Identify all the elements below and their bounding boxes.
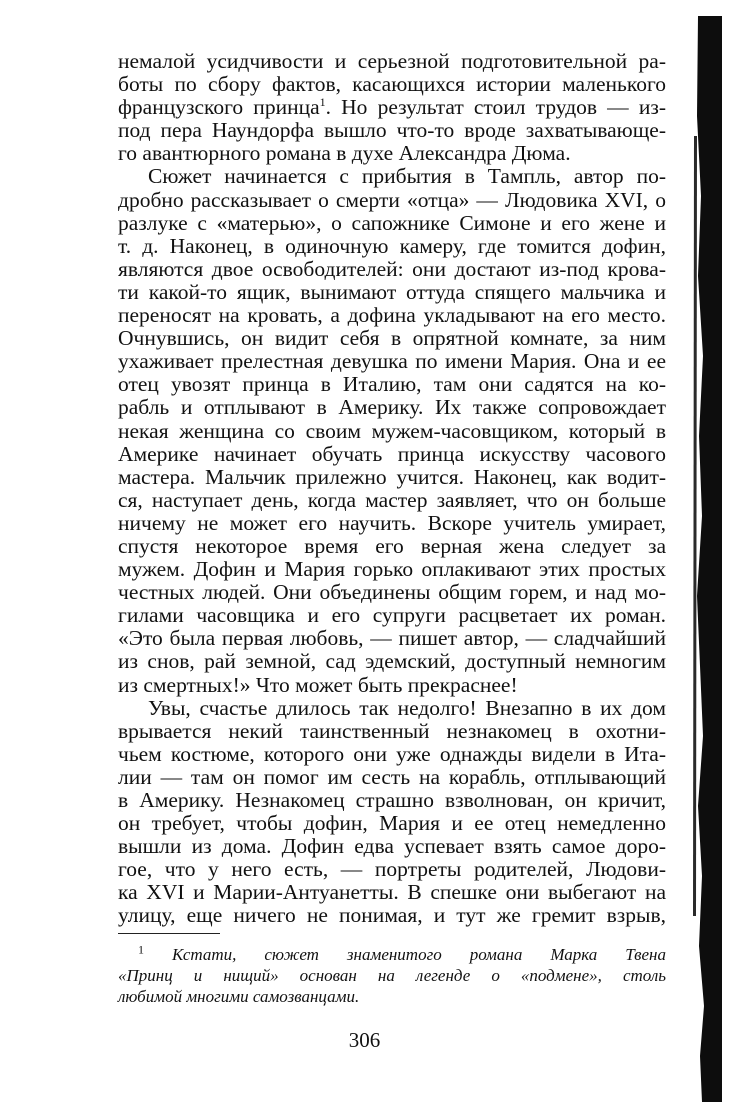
- footnote-line-content: «Принц и нищий» основан на легенде о «подмене», столь: [118, 966, 666, 985]
- text-line-content: улицу, еще ничего не понимая, и тут же гремит взрыв,: [118, 903, 666, 928]
- text-line: [118, 650, 666, 673]
- text-line-content: боты по сбору фактов, касающихся истории маленького: [118, 72, 666, 97]
- text-line: [118, 96, 666, 119]
- text-line: [118, 443, 666, 466]
- text-line-content: являются двое освободителей: они достают из-под крова-: [118, 256, 666, 281]
- text-line-content: честных людей. Они объединены общим горем, и над мо-: [118, 580, 666, 605]
- text-line: [118, 327, 666, 350]
- text-line-content: мужем. Дофин и Мария горько оплакивают этих простых: [118, 557, 666, 582]
- text-line-content: Очнувшись, он видит себя в опрятной комнате, за ним: [118, 326, 666, 351]
- text-line: [118, 235, 666, 258]
- text-line: [118, 350, 666, 373]
- page-number: 306: [348, 1028, 381, 1052]
- text-line-content: лии — там он помог им сесть на корабль, отплывающий: [118, 764, 666, 789]
- text-line-content: спустя некоторое время его верная жена следует за: [118, 533, 666, 558]
- footnote-marker: 1: [319, 95, 326, 110]
- text-line-content: некая женщина со своим мужем-часовщиком, который в: [118, 418, 666, 443]
- text-line: [118, 119, 666, 142]
- text-line: [118, 373, 666, 396]
- text-line-content: из смертных!» Что может быть прекраснее!: [118, 672, 518, 697]
- text-line-content: под пера Наундорфа вышло что-то вроде захватывающе-: [118, 118, 666, 143]
- text-line-content: вышли из дома. Дофин едва успевает взять самое доро-: [118, 834, 666, 859]
- text-line: [118, 881, 666, 904]
- text-line-content: гое, что у него есть, — портреты родителей, Людови-: [118, 857, 666, 882]
- text-line: [118, 258, 666, 281]
- text-line: [118, 697, 666, 720]
- text-line: [118, 674, 666, 697]
- text-line: [118, 904, 666, 927]
- footnote-line-content: любимой многими самозванцами.: [118, 987, 360, 1006]
- text-line: [118, 627, 666, 650]
- text-line: [118, 396, 666, 419]
- text-line: [118, 535, 666, 558]
- text-line-content: Увы, счастье длилось так недолго! Внезапно в их дом: [148, 695, 666, 720]
- text-line: [118, 189, 666, 212]
- text-line: [118, 281, 666, 304]
- text-line-content: врывается некий таинственный незнакомец в охотни-: [118, 718, 666, 743]
- text-line: [118, 581, 666, 604]
- text-line-content: т. д. Наконец, в одиночную камеру, где томится дофин,: [118, 233, 666, 258]
- text-line: [118, 466, 666, 489]
- text-line-content: из снов, рай земной, сад эдемский, доступный немногим: [118, 649, 666, 674]
- text-line: [118, 743, 666, 766]
- text-line: [118, 812, 666, 835]
- text-line: [118, 73, 666, 96]
- text-line: [118, 789, 666, 812]
- text-line: [118, 858, 666, 881]
- text-line-content: ничему не может его научить. Вскоре учитель умирает,: [118, 510, 666, 535]
- text-line: [118, 489, 666, 512]
- text-line-content: го авантюрного романа в духе Александра Дюма.: [118, 141, 571, 166]
- text-line-content: рабль и отплывают в Америку. Их также сопровождает: [118, 395, 666, 420]
- text-line-content: Сюжет начинается с прибытия в Тампль, автор по-: [148, 164, 666, 189]
- text-line-content: он требует, чтобы дофин, Мария и ее отец немедленно: [118, 811, 666, 836]
- footnote-line: [118, 944, 666, 965]
- footnote-line: [118, 965, 666, 986]
- text-line: [118, 420, 666, 443]
- text-line: [118, 604, 666, 627]
- footnote-line-content: Кстати, сюжет знаменитого романа Марка Твена: [144, 945, 666, 964]
- footnote-block: [118, 944, 666, 1007]
- text-line-content: в Америку. Незнакомец страшно взволнован, он кричит,: [118, 788, 666, 812]
- text-line: [118, 558, 666, 581]
- text-line-content: ти какой-то ящик, вынимают оттуда спящего мальчика и: [118, 279, 666, 304]
- text-line: [118, 142, 666, 165]
- text-line-content: разлуке с «матерью», о сапожнике Симоне и его жене и: [118, 210, 666, 235]
- text-line-content: мастера. Мальчик прилежно учится. Наконец, как водит-: [118, 464, 666, 489]
- text-line: [118, 512, 666, 535]
- footnote-marker: 1: [138, 942, 144, 957]
- text-line-content: гилами часовщика и его супруги расцветает их роман.: [118, 603, 666, 628]
- text-line-content: немалой усидчивости и серьезной подготовительной ра-: [118, 49, 666, 73]
- text-line: [118, 50, 666, 73]
- text-line: [118, 720, 666, 743]
- text-line-content: Америке начинает обучать принца искусству часового: [118, 441, 666, 466]
- text-line-content: . Но результат стоил трудов — из-: [325, 95, 666, 120]
- text-line-content: ся, наступает день, когда мастер заявляет, что он больше: [118, 487, 666, 512]
- text-line-content: переносят на кровать, а дофина укладывают на его место.: [118, 303, 666, 328]
- text-line-content: ухаживает прелестная девушка по имени Мария. Она и ее: [118, 349, 666, 374]
- text-line: [118, 212, 666, 235]
- page-body: [118, 50, 666, 928]
- text-line-content: отец увозят принца в Италию, там они садятся на ко-: [118, 372, 666, 397]
- footnote-divider: [118, 933, 220, 934]
- text-line-content: дробно рассказывает о смерти «отца» — Людовика XVI, о: [118, 187, 666, 212]
- text-line: [118, 165, 666, 188]
- text-line: [118, 835, 666, 858]
- scan-binding-shadow: [688, 16, 722, 1102]
- text-line-content: ка XVI и Марии-Антуанетты. В спешке они выбегают на: [118, 880, 666, 905]
- text-line-content: французского принца: [118, 95, 320, 120]
- footnote-line: [118, 986, 666, 1007]
- text-line: [118, 304, 666, 327]
- text-line: [118, 766, 666, 789]
- text-line-content: чьем костюме, которого они уже однажды видели в Ита-: [118, 741, 666, 766]
- text-line-content: «Это была первая любовь, — пишет автор, — сладчайший: [118, 626, 666, 651]
